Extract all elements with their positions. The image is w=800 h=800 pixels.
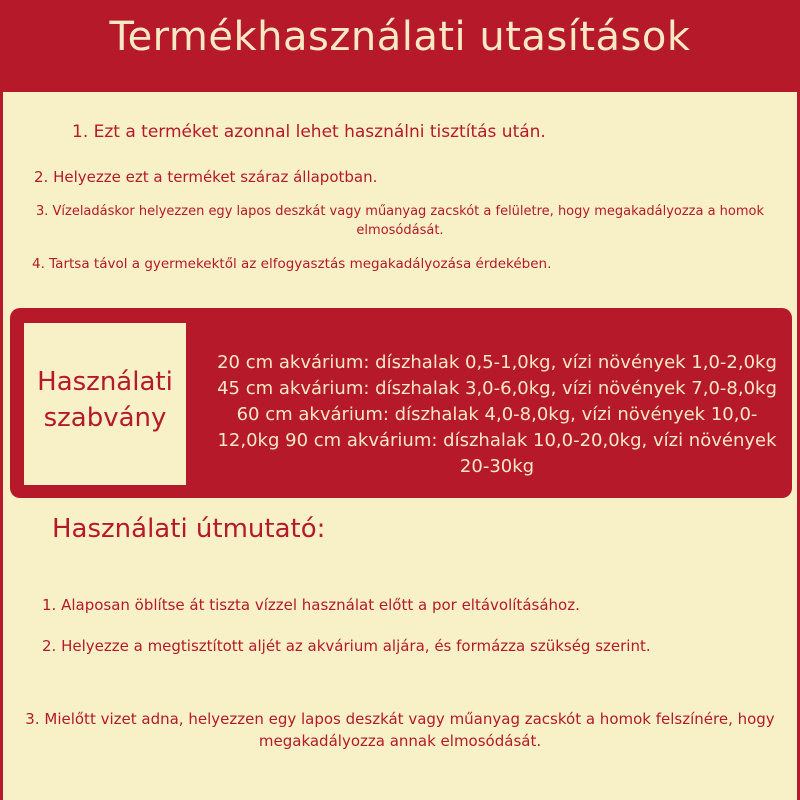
intro-item-4: 4. Tartsa távol a gyermekektől az elfogyasztás megakadályozása érdekében. xyxy=(32,256,552,272)
page-title: Termékhasználati utasítások xyxy=(109,14,691,60)
guide-item-1: 1. Alaposan öblítse át tiszta vízzel használat előtt a por eltávolításához. xyxy=(42,596,580,614)
guide-title: Használati útmutató: xyxy=(52,514,326,544)
intro-item-3: 3. Vízeladáskor helyezzen egy lapos deszkát vagy műanyag zacskót a felületre, hogy megakadályozza a homok elmosódását. xyxy=(35,204,765,238)
guide-item-2: 2. Helyezze a megtisztított aljét az akvárium aljára, és formázza szükség szerint. xyxy=(42,637,651,655)
intro-item-2: 2. Helyezze ezt a terméket száraz állapotban. xyxy=(34,168,378,186)
header-bar xyxy=(0,0,800,90)
standard-text: 20 cm akvárium: díszhalak 0,5-1,0kg, vízi növények 1,0-2,0kg 45 cm akvárium: díszhalak 3,0-6,0kg, vízi növények 7,0-8,0kg 60 cm akvárium: díszhalak 4,0-8,0kg, vízi növények 10,0-12,0kg 90 cm akvárium: díszhalak 10,0-20,0kg, vízi növények 20-30kg xyxy=(217,352,777,477)
standard-label: Használati szabvány xyxy=(37,367,173,433)
intro-item-1: 1. Ezt a terméket azonnal lehet használni tisztítás után. xyxy=(72,122,546,142)
guide-item-3: 3. Mielőtt vizet adna, helyezzen egy lapos deszkát vagy műanyag zacskót a homok felszínére, hogy megakadályozza annak elmosódását. xyxy=(25,710,775,750)
